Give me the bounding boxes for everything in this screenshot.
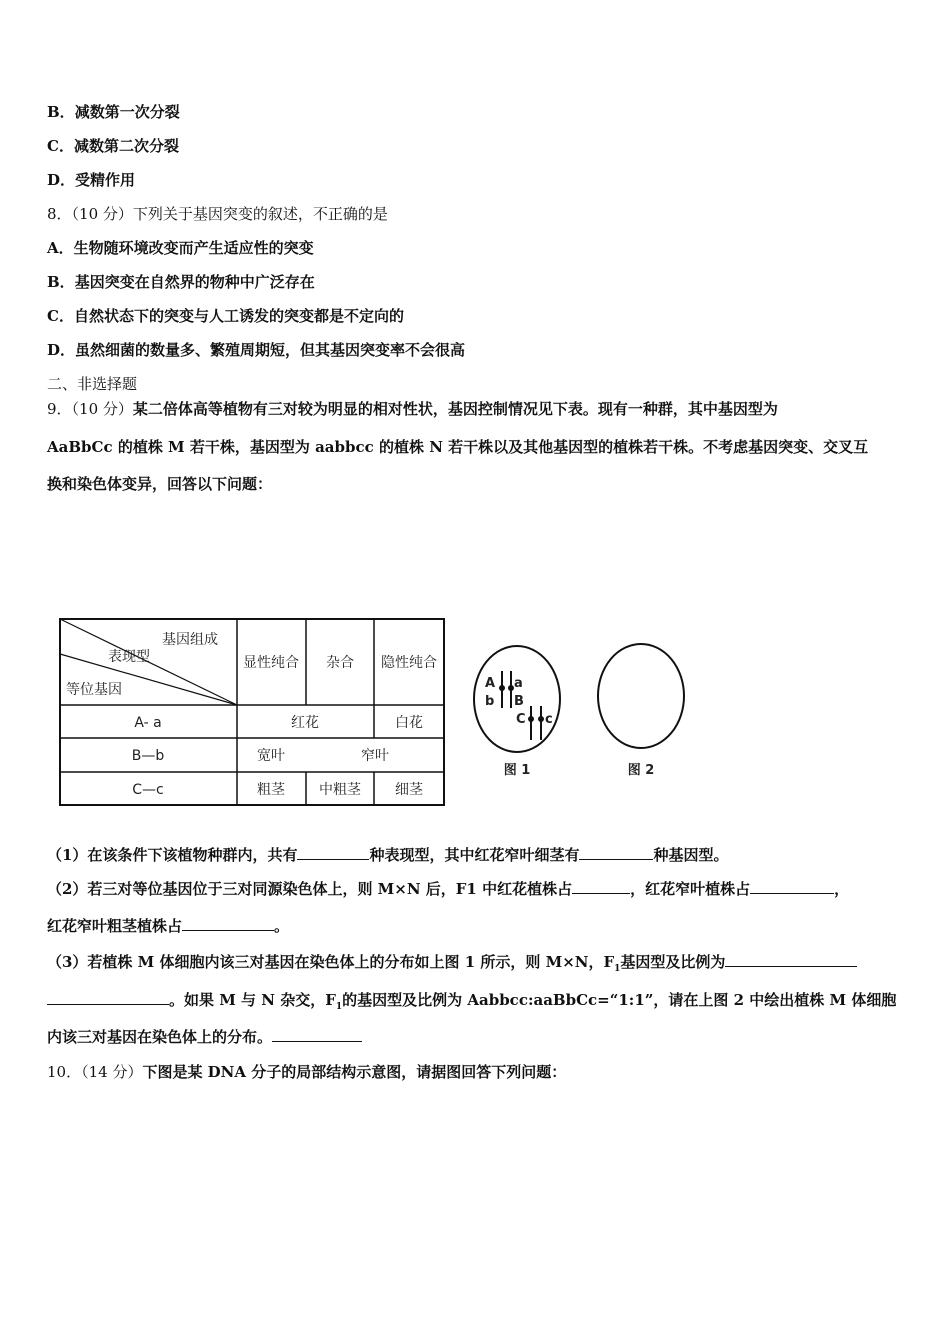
header-allele: 等位基因 <box>66 682 122 698</box>
row-c-medium: 中粗茎 <box>319 782 361 798</box>
section-heading: 二、非选择题 <box>47 375 138 393</box>
q9-part3: （3）若植株 M 体细胞内该三对基因在染色体上的分布如上图 1 所示，则 M×N，$F_1$基因型及比例为 <box>47 952 857 979</box>
answer-blank[interactable] <box>297 845 369 860</box>
answer-blank[interactable] <box>579 845 653 860</box>
answer-blank[interactable] <box>750 879 834 894</box>
row-a-red: 红花 <box>291 715 319 731</box>
answer-blank[interactable] <box>725 952 857 967</box>
row-b-allele: B—b <box>131 748 165 764</box>
q8-option-c: C．自然状态下的突变与人工诱发的突变都是不定向的 <box>47 307 404 325</box>
answer-blank[interactable] <box>47 990 169 1005</box>
question-10-stem: 10．（14 分）下图是某 DNA 分子的局部结构示意图，请据图回答下列问题： <box>47 1063 567 1081</box>
question-8-stem: 8．（10 分）下列关于基因突变的叙述，不正确的是 <box>47 205 388 223</box>
gene-c: c <box>545 712 553 727</box>
figure-2-cell <box>598 644 684 778</box>
gene-a: a <box>514 676 523 691</box>
figure-1-label: 图 1 <box>503 763 531 778</box>
row-c-thin: 细茎 <box>395 782 423 798</box>
q9-part2: （2）若三对等位基因位于三对同源染色体上，则 M×N 后，F1 中红花植株占 ，红花窄叶植株占 ， <box>47 880 850 898</box>
answer-blank[interactable] <box>182 916 274 931</box>
col-recessive: 隐性纯合 <box>381 655 437 671</box>
question-9-stem-line2: AaBbCc 的植株 M 若干株，基因型为 aabbcc 的植株 N 若干株以及其他基因型的植株若干株。不考虑基因突变、交叉互 <box>47 438 869 456</box>
q8-option-b: B．基因突变在自然界的物种中广泛存在 <box>47 273 315 291</box>
answer-blank[interactable] <box>272 1027 362 1042</box>
row-a-allele: A- a <box>134 715 162 731</box>
figure-1-cell <box>474 646 560 778</box>
option-d: D．受精作用 <box>47 171 136 189</box>
row-b-wide: 宽叶 <box>257 748 285 764</box>
gene-b: b <box>485 694 495 709</box>
header-gene: 基因组成 <box>162 632 218 648</box>
answer-blank[interactable] <box>572 879 630 894</box>
header-phenotype: 表现型 <box>108 649 150 665</box>
genetics-figure <box>58 616 698 812</box>
figure-2-label: 图 2 <box>627 763 655 778</box>
gene-C: C <box>516 712 526 727</box>
q8-option-a: A．生物随环境改变而产生适应性的突变 <box>47 239 314 257</box>
row-c-thick: 粗茎 <box>257 782 285 798</box>
q9-part1: （1）在该条件下该植物种群内，共有 种表现型，其中红花窄叶细茎有 种基因型。 <box>47 846 729 864</box>
question-9-stem-line3: 换和染色体变异，回答以下问题： <box>47 475 273 493</box>
option-c: C．减数第二次分裂 <box>47 137 179 155</box>
question-9-stem: 9．（10 分）某二倍体高等植物有三对较为明显的相对性状，基因控制情况见下表。现有一种群，其中基因型为 <box>47 400 778 418</box>
row-b-narrow: 窄叶 <box>361 748 389 764</box>
gene-A: A <box>485 676 496 691</box>
col-dominant: 显性纯合 <box>243 655 299 671</box>
q9-part2-cont: 红花窄叶粗茎植株占 。 <box>47 917 290 935</box>
gene-B: B <box>514 694 524 709</box>
option-b: B．减数第一次分裂 <box>47 103 180 121</box>
q8-option-d: D．虽然细菌的数量多、繁殖周期短，但其基因突变率不会很高 <box>47 341 466 359</box>
q9-part3-cont: 。如果 M 与 N 杂交，$F_1$的基因型及比例为 Aabbcc:aaBbCc=“1:1”，请在上图 2 中绘出植株 M 体细胞 <box>47 990 896 1017</box>
q9-part3-cont2: 内该三对基因在染色体上的分布。 <box>47 1027 362 1047</box>
col-hetero: 杂合 <box>326 655 354 671</box>
row-a-white: 白花 <box>395 715 423 731</box>
gene-table <box>60 619 444 805</box>
row-c-allele: C—c <box>132 782 164 798</box>
